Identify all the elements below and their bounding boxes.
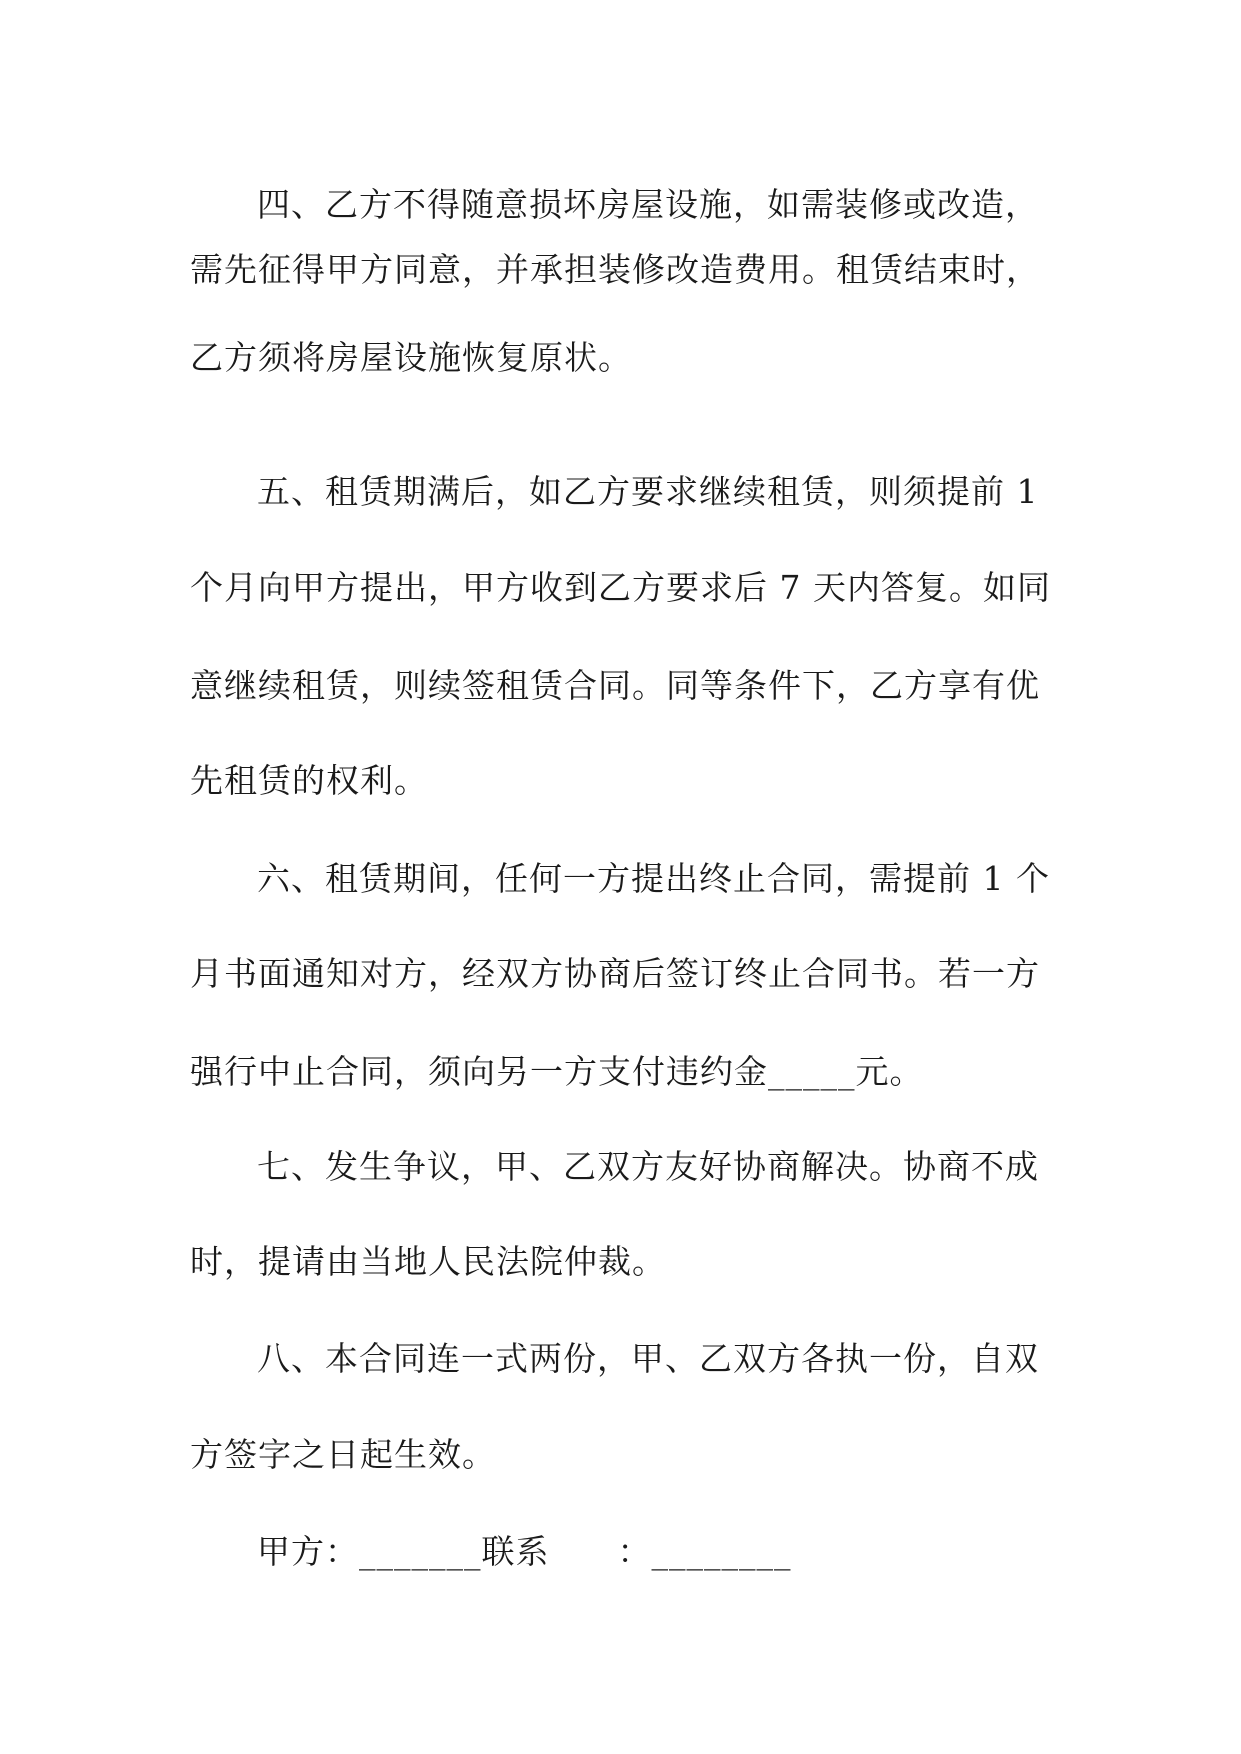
clause-8-line-1: 八、本合同连一式两份，甲、乙双方各执一份，自双: [257, 1339, 1039, 1378]
clause-5-line-1: 五、租赁期满后，如乙方要求继续租赁，则须提前 1: [257, 472, 1039, 511]
clause-5-line-3: 意继续租赁，则续签租赁合同。同等条件下，乙方享有优: [190, 666, 1040, 705]
clause-4-line-2: 需先征得甲方同意，并承担装修改造费用。租赁结束时，: [190, 250, 1040, 289]
clause-4-line-1: 四、乙方不得随意损坏房屋设施，如需装修或改造，: [257, 185, 1039, 224]
clause-6-line-1: 六、租赁期间，任何一方提出终止合同，需提前 1 个: [257, 859, 1050, 898]
clause-5-line-2: 个月向甲方提出，甲方收到乙方要求后 7 天内答复。如同: [190, 568, 1051, 607]
clause-6-line-3: 强行中止合同，须向另一方支付违约金_____元。: [190, 1052, 924, 1091]
clause-5-line-4: 先租赁的权利。: [190, 761, 428, 800]
party-a-signature-line: 甲方：_______联系 ：________: [257, 1532, 792, 1571]
clause-7-line-1: 七、发生争议，甲、乙双方友好协商解决。协商不成: [257, 1147, 1039, 1186]
clause-6-line-2: 月书面通知对方，经双方协商后签订终止合同书。若一方: [190, 954, 1040, 993]
clause-7-line-2: 时，提请由当地人民法院仲裁。: [190, 1242, 666, 1281]
clause-4-line-3: 乙方须将房屋设施恢复原状。: [190, 338, 632, 377]
clause-8-line-2: 方签字之日起生效。: [190, 1435, 496, 1474]
